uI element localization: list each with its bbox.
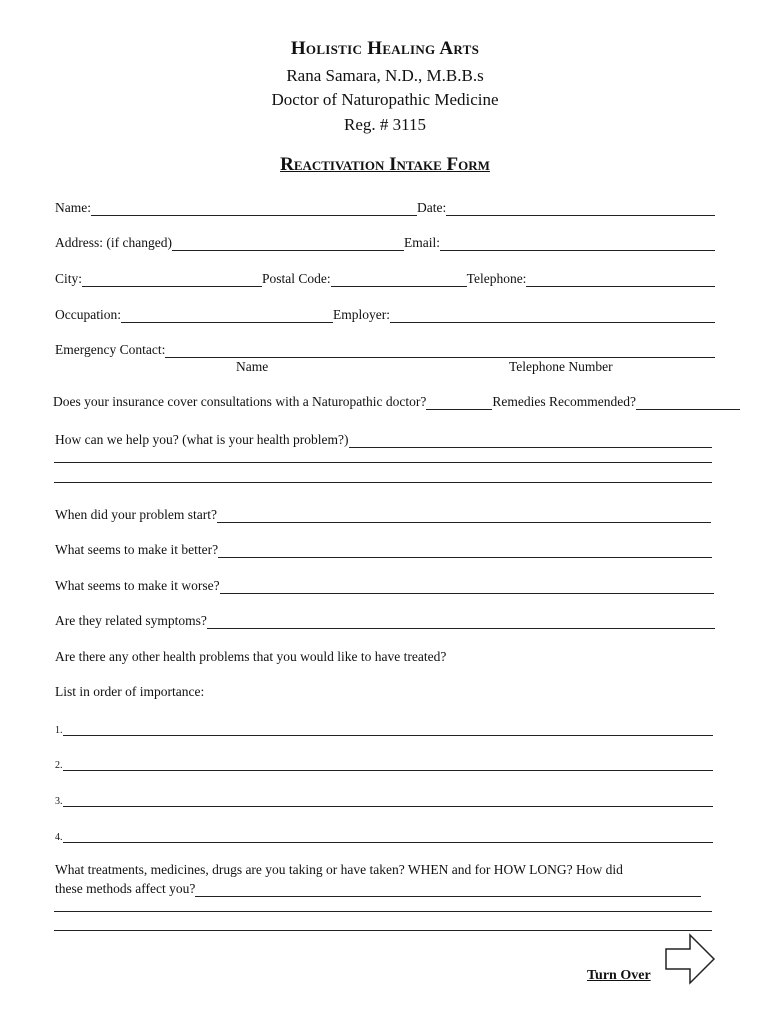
list-item-number: 3. <box>55 796 63 807</box>
address-email-row <box>55 231 715 251</box>
help-row <box>55 428 712 448</box>
list-item-number: 1. <box>55 725 63 736</box>
list-item <box>55 787 713 807</box>
problem-start-label: When did your problem start? <box>55 507 217 522</box>
telephone-field[interactable] <box>526 272 715 287</box>
city-label: City: <box>55 271 83 286</box>
better-field[interactable] <box>218 543 712 558</box>
insurance-field[interactable] <box>426 395 492 410</box>
remedies-field[interactable] <box>636 395 740 410</box>
list-item-number: 4. <box>55 832 63 843</box>
problem-start-field[interactable] <box>217 508 711 523</box>
right-arrow-icon <box>664 933 716 990</box>
help-extra-line-1[interactable] <box>54 462 712 463</box>
email-label: Email: <box>403 235 440 250</box>
emergency-contact-label: Emergency Contact: <box>55 342 166 357</box>
clinic-name: Holistic Healing Arts <box>290 38 480 59</box>
related-row <box>55 609 715 629</box>
remedies-label: Remedies Recommended? <box>492 394 636 409</box>
date-label: Date: <box>417 200 447 215</box>
help-label: How can we help you? (what is your health problem?) <box>55 432 349 447</box>
treatments-row-2 <box>55 877 701 897</box>
other-problems-label: Are there any other health problems that you would like to have treated? <box>55 649 447 664</box>
occupation-field[interactable] <box>121 308 333 323</box>
problem-start-row <box>55 503 711 523</box>
help-extra-line-2[interactable] <box>54 482 712 483</box>
turn-over-label: Turn Over <box>587 968 651 983</box>
name-date-row <box>55 196 715 216</box>
date-field[interactable] <box>446 201 715 216</box>
telephone-label: Telephone: <box>466 271 527 286</box>
employer-label: Employer: <box>332 307 390 322</box>
address-field[interactable] <box>172 236 404 251</box>
occupation-employer-row <box>55 303 715 323</box>
name-field[interactable] <box>91 201 417 216</box>
list-importance-label: List in order of importance: <box>55 684 205 699</box>
list-item <box>55 823 713 843</box>
list-item-field-1[interactable] <box>63 721 714 736</box>
treatments-label-line-1: What treatments, medicines, drugs are you taking or have taken? WHEN and for HOW LONG? How did <box>55 862 623 877</box>
emergency-phone-caption: Telephone Number <box>509 359 613 374</box>
emergency-contact-field[interactable] <box>165 343 715 358</box>
address-label: Address: (if changed) <box>55 235 172 250</box>
name-label: Name: <box>55 200 91 215</box>
emergency-contact-row <box>55 338 715 358</box>
email-field[interactable] <box>440 236 715 251</box>
treatments-field[interactable] <box>195 882 701 897</box>
help-field[interactable] <box>349 433 712 448</box>
insurance-remedies-row <box>53 390 740 410</box>
insurance-label: Does your insurance cover consultations with a Naturopathic doctor? <box>53 394 427 409</box>
related-label: Are they related symptoms? <box>55 613 207 628</box>
treatments-extra-line-1[interactable] <box>54 911 712 912</box>
city-field[interactable] <box>82 272 262 287</box>
form-title: Reactivation Intake Form <box>280 154 490 175</box>
treatments-row-1 <box>55 858 715 878</box>
list-item <box>55 716 713 736</box>
list-item-number: 2. <box>55 760 63 771</box>
other-problems-row <box>55 645 715 665</box>
postal-code-label: Postal Code: <box>262 271 331 286</box>
better-row <box>55 538 712 558</box>
employer-field[interactable] <box>390 308 715 323</box>
doctor-title: Doctor of Naturopathic Medicine <box>271 90 499 109</box>
list-importance-row <box>55 680 715 700</box>
worse-label: What seems to make it worse? <box>55 578 220 593</box>
doctor-name: Rana Samara, N.D., M.B.B.s <box>286 66 484 85</box>
registration-number: Reg. # 3115 <box>343 115 426 134</box>
treatments-label-line-2: these methods affect you? <box>55 881 196 896</box>
treatments-extra-line-2[interactable] <box>54 930 712 931</box>
list-item <box>55 751 713 771</box>
list-item-field-4[interactable] <box>63 828 714 843</box>
related-field[interactable] <box>207 614 715 629</box>
list-item-field-2[interactable] <box>63 756 714 771</box>
emergency-name-caption: Name <box>236 359 269 374</box>
occupation-label: Occupation: <box>55 307 121 322</box>
better-label: What seems to make it better? <box>55 542 219 557</box>
city-postal-phone-row <box>55 267 715 287</box>
list-item-field-3[interactable] <box>63 792 714 807</box>
worse-field[interactable] <box>220 579 714 594</box>
worse-row <box>55 574 714 594</box>
postal-code-field[interactable] <box>331 272 467 287</box>
